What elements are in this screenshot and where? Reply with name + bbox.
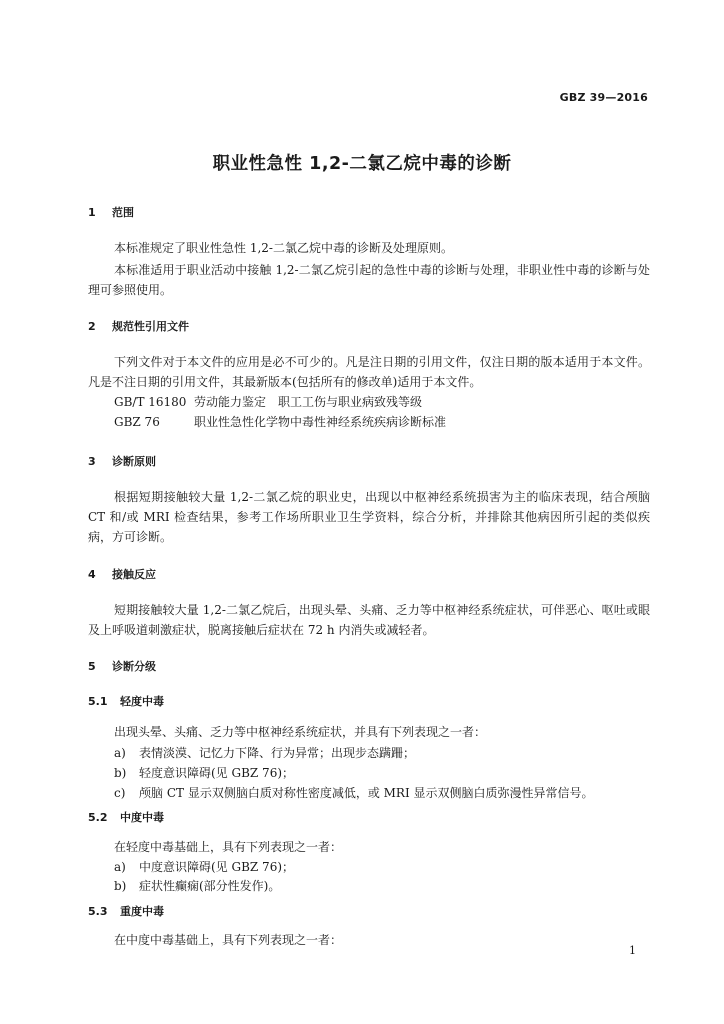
list-marker: a) — [114, 746, 126, 760]
reference-code: GBZ 76 — [114, 415, 160, 429]
section-title: 诊断原则 — [112, 455, 156, 468]
subsection-number: 5.1 — [88, 695, 108, 708]
section-title: 接触反应 — [112, 568, 156, 581]
list-text: 症状性癫痫(部分性发作)。 — [139, 879, 281, 893]
subsection-title: 轻度中毒 — [120, 695, 164, 708]
subsection-title: 重度中毒 — [120, 905, 164, 918]
subsection-5-3-heading — [88, 902, 650, 922]
subsection-5-1-heading — [88, 692, 650, 712]
list-item — [88, 783, 676, 803]
standard-code: GBZ 39—2016 — [559, 91, 648, 104]
subsection-5-1-intro: 出现头晕、头痛、乏力等中枢神经系统症状，并具有下列表现之一者： — [114, 725, 487, 739]
subsection-5-2-intro: 在轻度中毒基础上，具有下列表现之一者： — [114, 840, 343, 854]
list-marker: c) — [114, 786, 126, 800]
list-marker: b) — [114, 766, 127, 780]
reference-title: 职业性急性化学物中毒性神经系统疾病诊断标准 — [194, 415, 447, 429]
list-item — [88, 857, 676, 877]
document-title: 职业性急性 1,2-二氯乙烷中毒的诊断 — [212, 154, 512, 174]
list-text: 表情淡漠、记忆力下降、行为异常；出现步态蹒跚； — [139, 746, 416, 760]
section-title: 诊断分级 — [112, 660, 156, 673]
page-number: 1 — [629, 944, 636, 957]
list-item — [88, 876, 676, 896]
list-marker: b) — [114, 879, 127, 893]
section-4-paragraph-1: 短期接触较大量 1,2-二氯乙烷后，出现头晕、头痛、乏力等中枢神经系统症状，可伴恶心、呕吐或眼及上呼吸道刺激症状，脱离接触后症状在 72 h 内消失或减轻者。 — [88, 603, 650, 637]
reference-code: GB/T 16180 — [114, 395, 187, 409]
section-number: 2 — [88, 320, 96, 333]
reference-title: 劳动能力鉴定 职工工伤与职业病致残等级 — [194, 395, 423, 409]
subsection-5-3-intro: 在中度中毒基础上，具有下列表现之一者： — [114, 933, 343, 947]
list-item — [88, 743, 676, 763]
list-item — [88, 763, 676, 783]
list-text: 颅脑 CT 显示双侧脑白质对称性密度减低，或 MRI 显示双侧脑白质弥漫性异常信号。 — [139, 786, 594, 800]
section-4-heading — [88, 565, 650, 585]
list-marker: a) — [114, 860, 126, 874]
list-text: 中度意识障碍(见 GBZ 76)； — [139, 860, 295, 874]
section-5-heading — [88, 657, 650, 677]
section-1-paragraph-2: 本标准适用于职业活动中接触 1,2-二氯乙烷引起的急性中毒的诊断与处理，非职业性中毒的诊断与处理可参照使用。 — [88, 263, 650, 297]
section-number: 4 — [88, 568, 96, 581]
list-text: 轻度意识障碍(见 GBZ 76)； — [139, 766, 295, 780]
subsection-title: 中度中毒 — [120, 811, 164, 824]
section-2-heading — [88, 317, 650, 337]
section-number: 5 — [88, 660, 96, 673]
section-3-paragraph-1: 根据短期接触较大量 1,2-二氯乙烷的职业史，出现以中枢神经系统损害为主的临床表现，结合颅脑 CT 和/或 MRI 检查结果，参考工作场所职业卫生学资料，综合分析，并排除其他病因所引起的类似疾病，方可诊断。 — [88, 490, 650, 544]
subsection-5-2-heading — [88, 808, 650, 828]
section-title: 范围 — [112, 206, 134, 219]
reference-item — [88, 392, 676, 412]
section-1-paragraph-1: 本标准规定了职业性急性 1,2-二氯乙烷中毒的诊断及处理原则。 — [114, 241, 453, 255]
section-1-heading — [88, 203, 650, 223]
section-number: 1 — [88, 206, 96, 219]
section-2-paragraph-1: 下列文件对于本文件的应用是必不可少的。凡是注日期的引用文件，仅注日期的版本适用于本文件。凡是不注日期的引用文件，其最新版本(包括所有的修改单)适用于本文件。 — [88, 355, 650, 389]
section-number: 3 — [88, 455, 96, 468]
subsection-number: 5.3 — [88, 905, 108, 918]
section-title: 规范性引用文件 — [112, 320, 189, 333]
section-3-heading — [88, 452, 650, 472]
subsection-number: 5.2 — [88, 811, 108, 824]
reference-item — [88, 412, 676, 432]
